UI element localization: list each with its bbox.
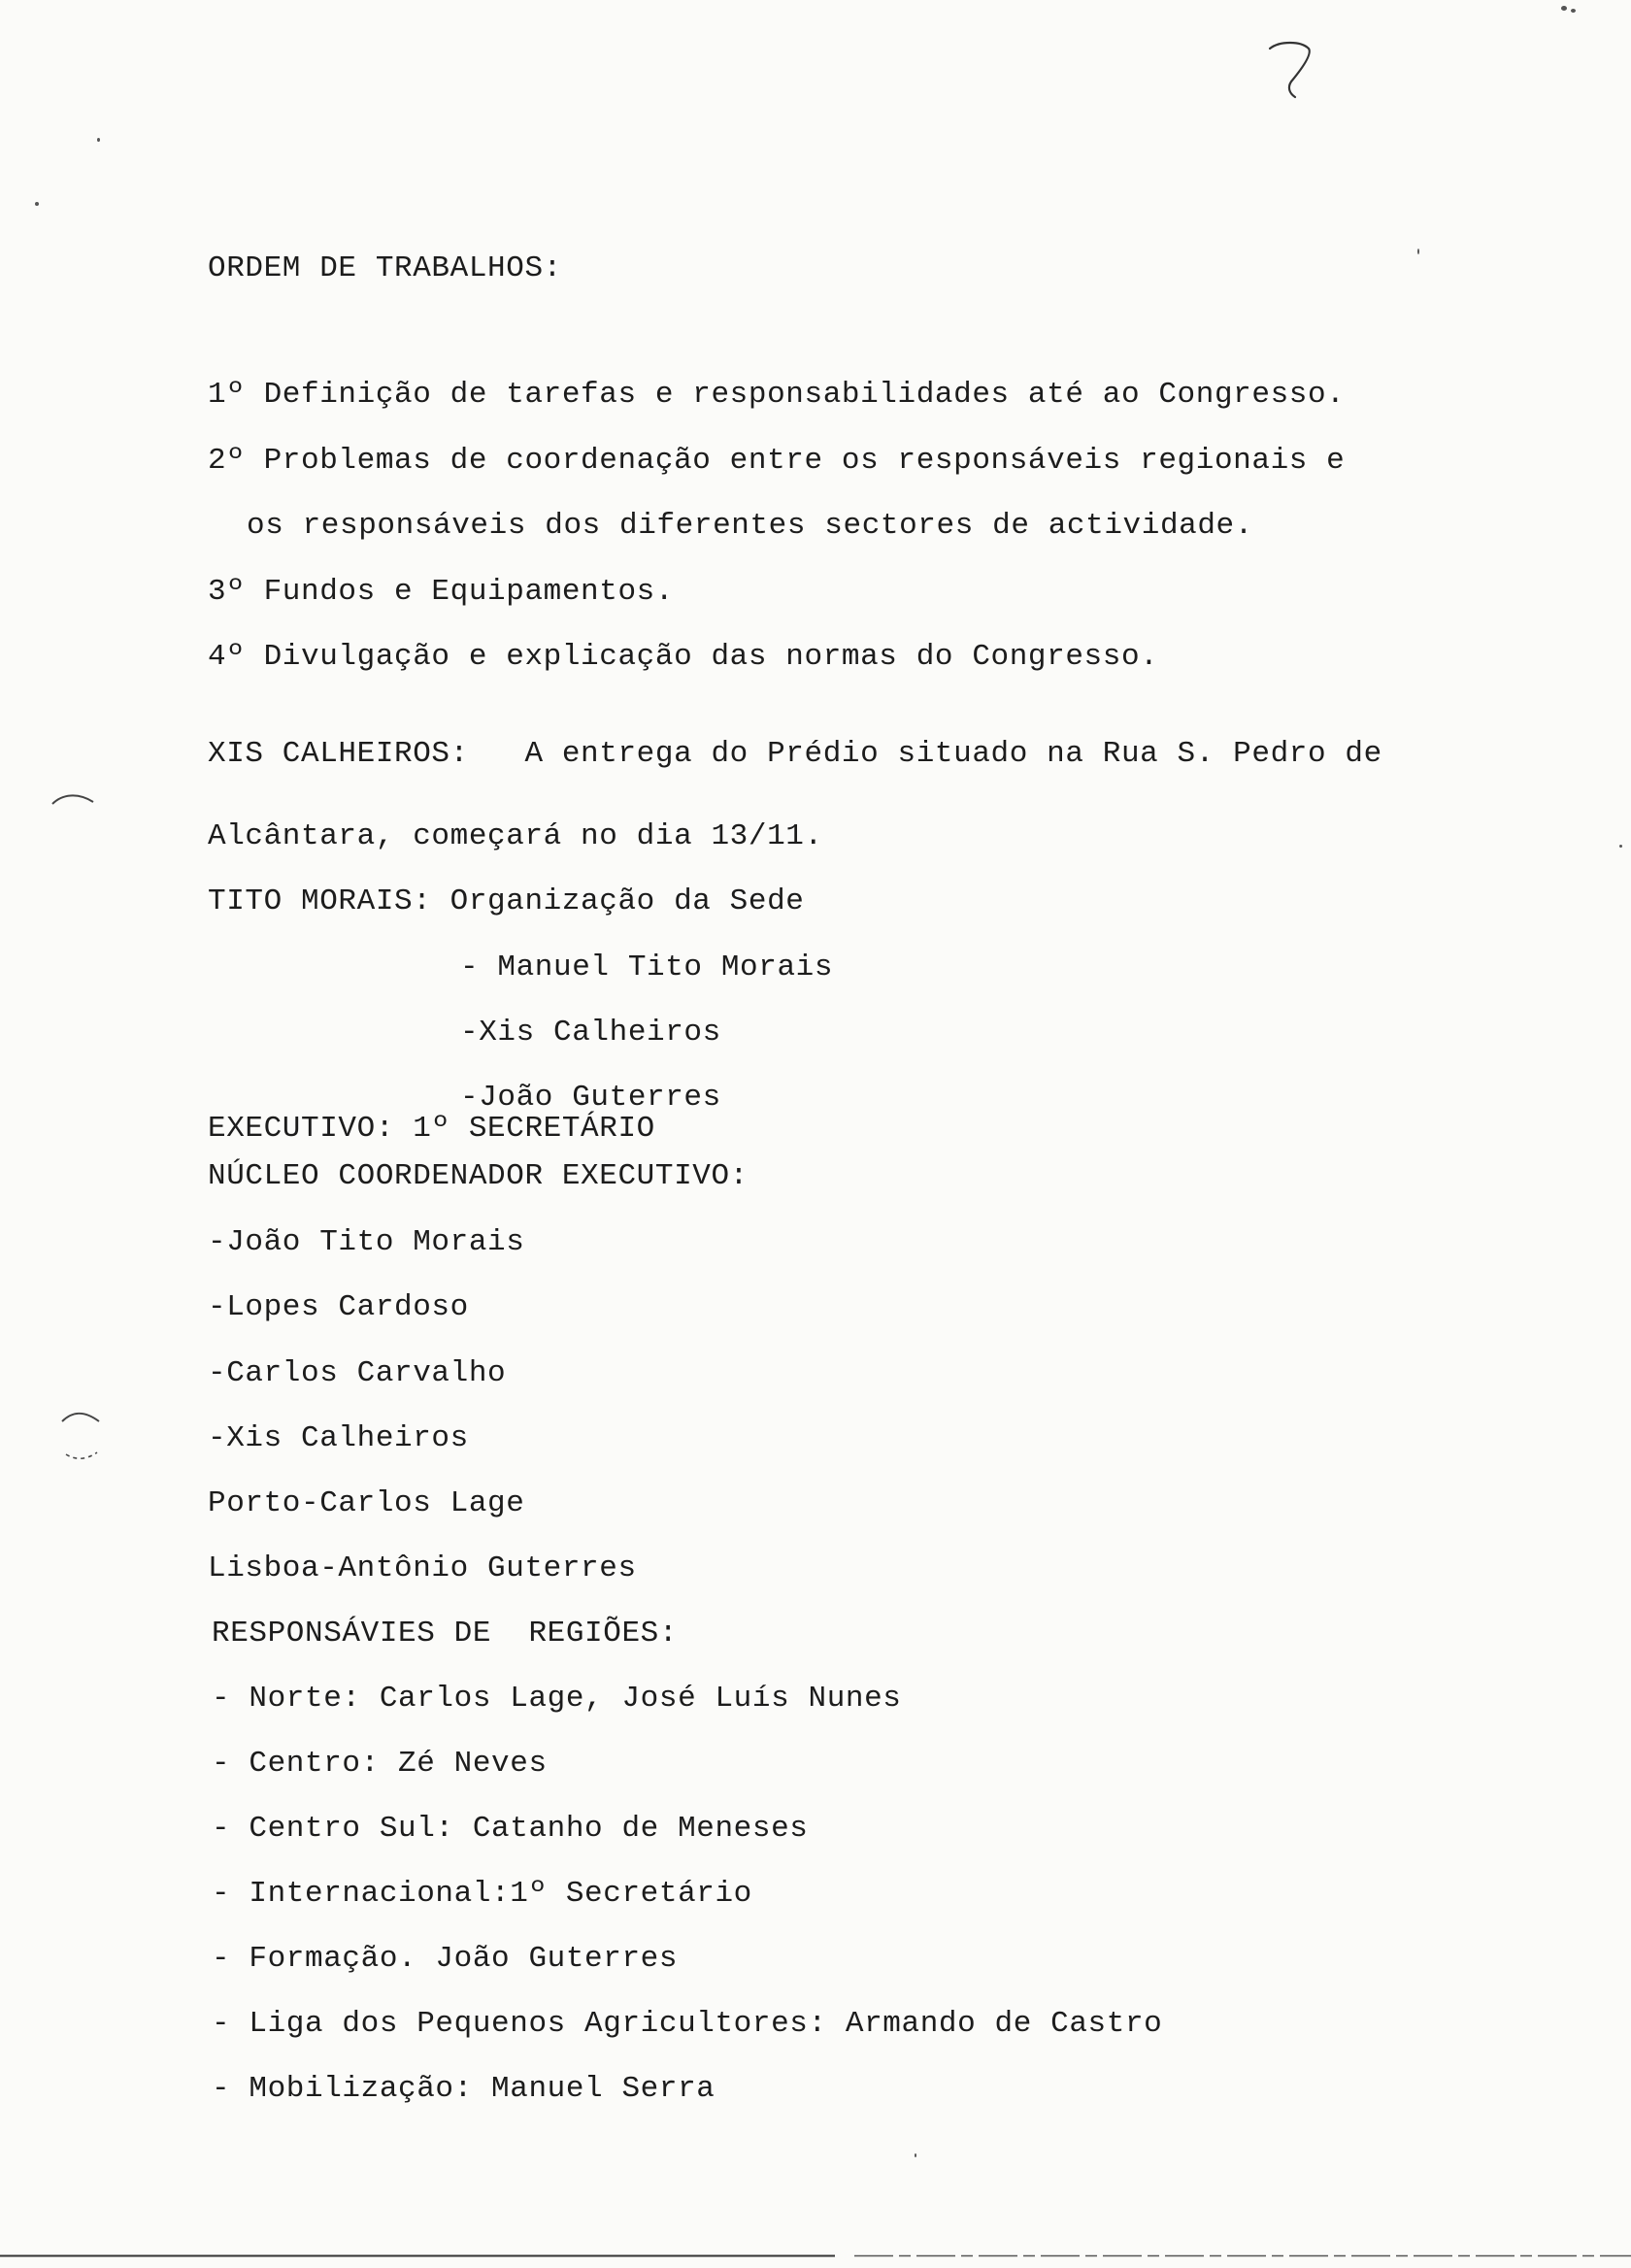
scan-speck-icon	[1417, 249, 1419, 254]
nucleo-member: -Carlos Carvalho	[208, 1356, 507, 1390]
regiao-item: - Liga dos Pequenos Agricultores: Armando de Castro	[212, 2007, 1163, 2041]
scan-speck-icon	[1561, 6, 1567, 11]
agenda-item-1: 1º Definição de tarefas e responsabilidades até ao Congresso.	[208, 378, 1346, 412]
regiao-item: - Internacional:1º Secretário	[212, 1877, 752, 1911]
agenda-heading: ORDEM DE TRABALHOS:	[208, 251, 562, 285]
agenda-item-4: 4º Divulgação e explicação das normas do Congresso.	[208, 640, 1159, 674]
nucleo-member: -Xis Calheiros	[208, 1421, 469, 1455]
nucleo-member: -João Tito Morais	[208, 1225, 525, 1259]
regiao-item: - Centro: Zé Neves	[212, 1747, 548, 1781]
scan-speck-icon	[915, 2153, 916, 2157]
scan-speck-icon	[1619, 845, 1622, 848]
regiao-item: - Formação. João Guterres	[212, 1942, 679, 1976]
scan-bottom-edge	[0, 2254, 1631, 2257]
handwritten-page-number-icon	[1262, 35, 1320, 103]
sede-member: -Xis Calheiros	[460, 1016, 721, 1050]
punch-hole-mark-icon	[49, 788, 97, 808]
executivo-line: EXECUTIVO: 1º SECRETÁRIO	[208, 1112, 655, 1146]
regioes-heading: RESPONSÁVIES DE REGIÕES:	[212, 1617, 679, 1651]
scan-speck-icon	[35, 202, 39, 206]
tito-morais-line: TITO MORAIS: Organização da Sede	[208, 884, 805, 918]
nucleo-member: Lisboa-Antônio Guterres	[208, 1551, 637, 1585]
xis-calheiros-line-1: XIS CALHEIROS: A entrega do Prédio situado na Rua S. Pedro de	[208, 737, 1382, 771]
xis-calheiros-line-2: Alcântara, começará no dia 13/11.	[208, 819, 823, 853]
regiao-item: - Centro Sul: Catanho de Meneses	[212, 1812, 809, 1846]
punch-hole-mark-icon	[58, 1406, 107, 1464]
scan-speck-icon	[97, 138, 100, 142]
nucleo-member: Porto-Carlos Lage	[208, 1486, 525, 1520]
regiao-item: - Mobilização: Manuel Serra	[212, 2072, 716, 2106]
agenda-item-3: 3º Fundos e Equipamentos.	[208, 575, 675, 609]
regiao-item: - Norte: Carlos Lage, José Luís Nunes	[212, 1682, 902, 1716]
nucleo-member: -Lopes Cardoso	[208, 1290, 469, 1324]
nucleo-heading: NÚCLEO COORDENADOR EXECUTIVO:	[208, 1159, 749, 1193]
agenda-item-2-continuation: os responsáveis dos diferentes sectores de actividade.	[247, 509, 1253, 543]
sede-member: - Manuel Tito Morais	[460, 951, 834, 984]
sede-member: -João Guterres	[460, 1081, 721, 1115]
agenda-item-2: 2º Problemas de coordenação entre os responsáveis regionais e	[208, 444, 1346, 478]
scan-speck-icon	[1571, 9, 1576, 13]
